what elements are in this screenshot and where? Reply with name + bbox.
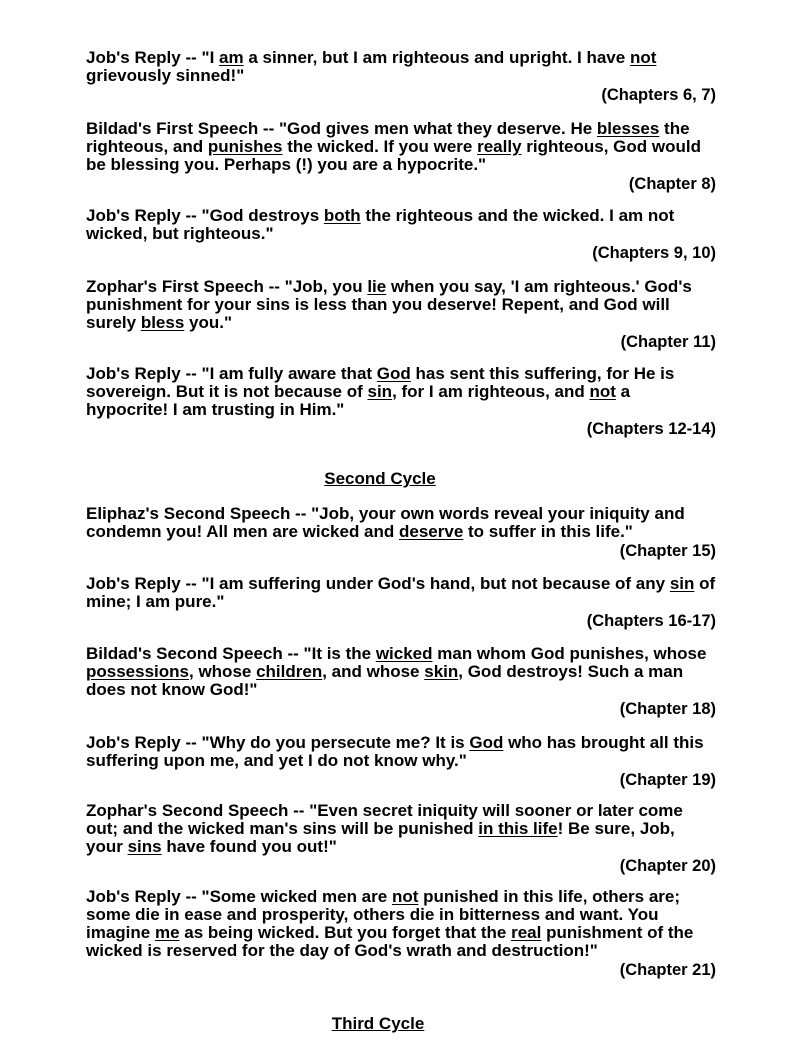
heading-second-cycle: Second Cycle: [324, 469, 436, 488]
text-segment: who has brought all this suffering upon me, and yet I do not know why.": [86, 733, 704, 770]
emphasized-word: not: [391, 887, 419, 906]
emphasized-word: skin: [424, 662, 459, 681]
entry-text: [86, 575, 716, 611]
text-segment: , whose: [189, 662, 257, 681]
entry-zophar-second-speech: [86, 802, 716, 876]
chapter-reference: (Chapter 19): [619, 771, 716, 789]
text-segment: Zophar's First Speech -- "Job, you: [86, 277, 368, 296]
emphasized-word: blesses: [596, 119, 660, 138]
entry-job-reply-3: [86, 365, 716, 439]
chapter-reference: (Chapter 15): [619, 542, 716, 560]
emphasized-word: in this life: [478, 819, 558, 838]
entry-text: [86, 49, 716, 85]
entry-job-reply-4: [86, 575, 716, 631]
entry-zophar-first-speech: [86, 278, 716, 352]
text-segment: ! Be sure, Job, your: [86, 819, 675, 856]
emphasized-word: God: [469, 733, 504, 752]
text-segment: Job's Reply -- "Why do you persecute me? It is: [86, 733, 470, 752]
entry-text: [86, 734, 716, 770]
text-segment: Eliphaz's Second Speech -- "Job, your own words reveal your iniquity and condemn you! All men are wicked and: [86, 504, 685, 541]
heading-third-cycle: Third Cycle: [331, 1014, 425, 1033]
chapter-reference: (Chapter 20): [619, 857, 716, 875]
chapter-reference: (Chapters 6, 7): [601, 86, 716, 104]
text-segment: has sent this suffering, for He is sovereign. But it is not because of: [86, 364, 675, 401]
emphasized-word: not: [629, 48, 657, 67]
text-segment: grievously sinned!": [86, 66, 245, 85]
entry-text: [86, 802, 716, 856]
text-segment: a hypocrite! I am trusting in Him.": [86, 382, 631, 419]
text-segment: have found you out!": [161, 837, 337, 856]
text-segment: a sinner, but I am righteous and upright. I have: [243, 48, 630, 67]
text-segment: , God destroys! Such a man does not know God!": [86, 662, 684, 699]
text-segment: Job's Reply -- "I: [86, 48, 220, 67]
text-segment: of mine; I am pure.": [86, 574, 716, 611]
emphasized-word: possessions: [86, 662, 189, 681]
entry-bildad-second-speech: [86, 645, 716, 719]
text-segment: you.": [184, 313, 233, 332]
entry-job-reply-2: [86, 207, 716, 263]
chapter-reference: (Chapter 18): [619, 700, 716, 718]
chapter-reference: (Chapters 9, 10): [592, 244, 716, 262]
entry-eliphaz-second-speech: [86, 505, 716, 561]
emphasized-word: sin: [669, 574, 695, 593]
chapter-reference: (Chapters 12-14): [586, 420, 716, 438]
emphasized-word: sins: [127, 837, 162, 856]
entry-text: [86, 645, 716, 699]
entry-job-reply-6: [86, 888, 716, 980]
entry-text: [86, 505, 716, 541]
entry-text: [86, 278, 716, 332]
text-segment: the righteous and the wicked. I am not wicked, but righteous.": [86, 206, 675, 243]
emphasized-word: wicked: [375, 644, 433, 663]
text-segment: righteous, God would be blessing you. Perhaps (!) you are a hypocrite.": [86, 137, 701, 174]
emphasized-word: children: [256, 662, 323, 681]
emphasized-word: am: [219, 48, 244, 67]
text-segment: as being wicked. But you forget that the: [179, 923, 512, 942]
emphasized-word: punishes: [207, 137, 283, 156]
text-segment: punished in this life, others are; some die in ease and prosperity, others die in bitterness and want. You imagine: [86, 887, 681, 942]
emphasized-word: lie: [367, 277, 387, 296]
entry-text: [86, 888, 716, 960]
text-segment: Bildad's First Speech -- "God gives men what they deserve. He: [86, 119, 597, 138]
chapter-reference: (Chapter 21): [619, 961, 716, 979]
chapter-reference: (Chapter 11): [620, 333, 716, 351]
emphasized-word: not: [589, 382, 616, 401]
text-segment: man whom God punishes, whose: [432, 644, 707, 663]
entry-job-reply-5: [86, 734, 716, 790]
text-segment: , for I am righteous, and: [392, 382, 590, 401]
entry-text: [86, 365, 716, 419]
chapter-reference: (Chapters 16-17): [586, 612, 716, 630]
emphasized-word: sin: [367, 382, 393, 401]
entry-text: [86, 207, 716, 243]
emphasized-word: real: [511, 923, 542, 942]
entry-text: [86, 120, 716, 174]
text-segment: the righteous, and: [86, 119, 690, 156]
text-segment: Zophar's Second Speech -- "Even secret iniquity will sooner or later come out; and the wicked man's sins will be punished: [86, 801, 683, 838]
text-segment: Job's Reply -- "I am fully aware that: [86, 364, 377, 383]
text-segment: to suffer in this life.": [463, 522, 633, 541]
emphasized-word: bless: [140, 313, 185, 332]
text-segment: Job's Reply -- "God destroys: [86, 206, 324, 225]
emphasized-word: deserve: [399, 522, 464, 541]
text-segment: Job's Reply -- "I am suffering under God's hand, but not because of any: [86, 574, 670, 593]
emphasized-word: God: [376, 364, 411, 383]
text-segment: the wicked. If you were: [282, 137, 478, 156]
emphasized-word: me: [154, 923, 180, 942]
entry-bildad-first-speech: [86, 120, 716, 194]
emphasized-word: both: [323, 206, 361, 225]
text-segment: Job's Reply -- "Some wicked men are: [86, 887, 392, 906]
text-segment: punishment of the wicked is reserved for the day of God's wrath and destruction!": [86, 923, 694, 960]
entry-job-reply-1: [86, 49, 716, 105]
text-segment: Bildad's Second Speech -- "It is the: [86, 644, 376, 663]
chapter-reference: (Chapter 8): [628, 175, 716, 193]
text-segment: when you say, 'I am righteous.' God's punishment for your sins is less than you deserve! Repent, and God will surely: [86, 277, 692, 332]
emphasized-word: really: [477, 137, 522, 156]
text-segment: , and whose: [322, 662, 425, 681]
